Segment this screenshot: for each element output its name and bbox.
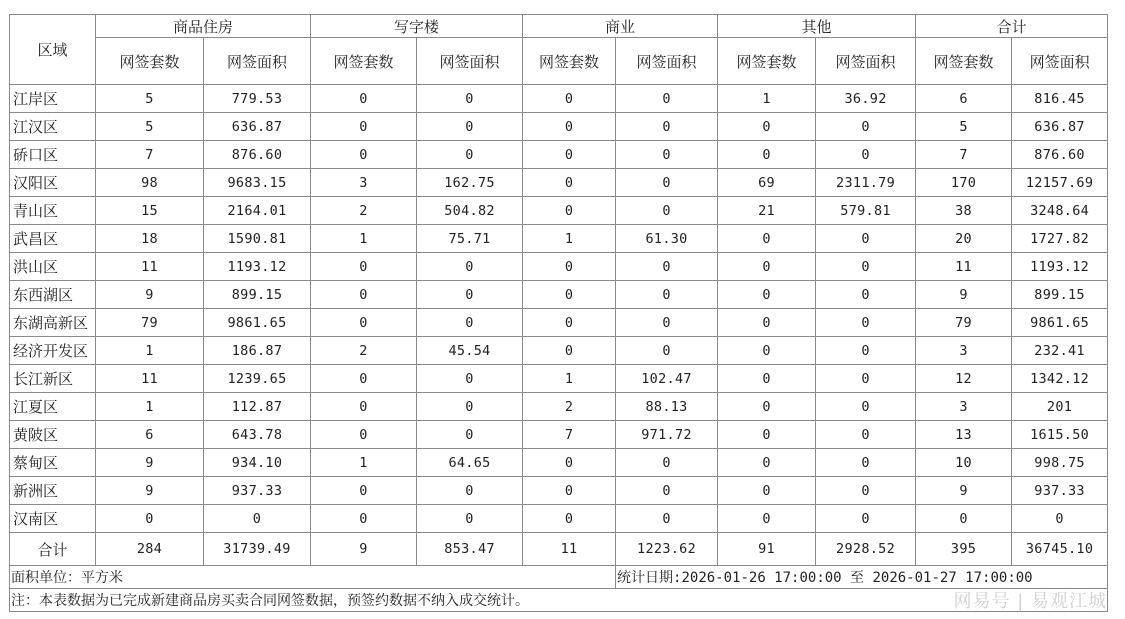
area-cell: 0	[417, 421, 523, 449]
area-cell: 0	[417, 113, 523, 141]
count-cell: 0	[311, 393, 417, 421]
area-cell: 0	[816, 365, 916, 393]
area-cell: 112.87	[204, 393, 311, 421]
area-cell: 0	[616, 141, 718, 169]
area-cell: 1193.12	[1012, 253, 1108, 281]
table-body	[10, 85, 1108, 566]
district-name: 江岸区	[10, 85, 96, 113]
data-scope-note: 注：本表数据为已完成新建商品房买卖合同网签数据，预签约数据不纳入成交统计。	[10, 589, 1108, 612]
area-cell: 1239.65	[204, 365, 311, 393]
count-cell: 0	[311, 281, 417, 309]
count-cell: 9	[96, 477, 204, 505]
area-cell: 0	[616, 505, 718, 533]
count-cell: 9	[311, 533, 417, 566]
area-cell: 102.47	[616, 365, 718, 393]
count-cell: 9	[916, 281, 1012, 309]
area-cell: 1193.12	[204, 253, 311, 281]
count-cell: 0	[311, 421, 417, 449]
area-cell: 0	[616, 309, 718, 337]
group-header-office: 写字楼	[311, 15, 523, 38]
header-row-groups	[10, 15, 1108, 38]
area-cell: 0	[1012, 505, 1108, 533]
sub-header-area: 网签面积	[816, 38, 916, 85]
district-name: 蔡甸区	[10, 449, 96, 477]
count-cell: 5	[96, 85, 204, 113]
area-cell: 504.82	[417, 197, 523, 225]
area-cell: 186.87	[204, 337, 311, 365]
area-cell: 1727.82	[1012, 225, 1108, 253]
count-cell: 2	[311, 337, 417, 365]
area-cell: 876.60	[1012, 141, 1108, 169]
area-unit-note: 面积单位：平方米	[10, 566, 616, 589]
area-cell: 934.10	[204, 449, 311, 477]
count-cell: 0	[523, 141, 616, 169]
district-name: 黄陂区	[10, 421, 96, 449]
footer-row-unit	[10, 566, 1108, 589]
area-cell: 0	[816, 337, 916, 365]
area-cell: 636.87	[1012, 113, 1108, 141]
sub-header-count: 网签套数	[916, 38, 1012, 85]
table-row	[10, 281, 1108, 309]
area-cell: 816.45	[1012, 85, 1108, 113]
area-cell: 579.81	[816, 197, 916, 225]
count-cell: 0	[311, 85, 417, 113]
count-cell: 170	[916, 169, 1012, 197]
count-cell: 0	[523, 309, 616, 337]
count-cell: 3	[916, 393, 1012, 421]
table-row	[10, 337, 1108, 365]
area-cell: 0	[816, 477, 916, 505]
sub-header-area: 网签面积	[417, 38, 523, 85]
statistics-period: 统计日期:2026-01-26 17:00:00 至 2026-01-27 17:00:00	[616, 566, 1108, 589]
count-cell: 1	[523, 225, 616, 253]
area-cell: 0	[616, 281, 718, 309]
count-cell: 9	[96, 281, 204, 309]
area-cell: 853.47	[417, 533, 523, 566]
area-cell: 0	[616, 197, 718, 225]
count-cell: 6	[96, 421, 204, 449]
count-cell: 0	[718, 337, 816, 365]
area-cell: 36.92	[816, 85, 916, 113]
area-cell: 2311.79	[816, 169, 916, 197]
sub-header-area: 网签面积	[204, 38, 311, 85]
count-cell: 7	[523, 421, 616, 449]
count-cell: 0	[718, 281, 816, 309]
area-cell: 0	[616, 113, 718, 141]
district-name: 江汉区	[10, 113, 96, 141]
district-name: 武昌区	[10, 225, 96, 253]
area-cell: 643.78	[204, 421, 311, 449]
table-row	[10, 253, 1108, 281]
area-cell: 0	[417, 477, 523, 505]
count-cell: 0	[718, 253, 816, 281]
table-row	[10, 309, 1108, 337]
count-cell: 11	[916, 253, 1012, 281]
area-cell: 64.65	[417, 449, 523, 477]
count-cell: 0	[311, 253, 417, 281]
count-cell: 1	[96, 337, 204, 365]
sub-header-count: 网签套数	[718, 38, 816, 85]
sub-header-area: 网签面积	[616, 38, 718, 85]
count-cell: 2	[311, 197, 417, 225]
count-cell: 0	[718, 365, 816, 393]
group-header-total: 合计	[916, 15, 1108, 38]
sub-header-count: 网签套数	[523, 38, 616, 85]
area-cell: 9861.65	[1012, 309, 1108, 337]
count-cell: 1	[718, 85, 816, 113]
count-cell: 0	[311, 141, 417, 169]
sub-header-area: 网签面积	[1012, 38, 1108, 85]
table-row	[10, 393, 1108, 421]
area-cell: 937.33	[1012, 477, 1108, 505]
area-cell: 0	[616, 449, 718, 477]
area-cell: 45.54	[417, 337, 523, 365]
district-name: 东西湖区	[10, 281, 96, 309]
sub-header-count: 网签套数	[311, 38, 417, 85]
count-cell: 91	[718, 533, 816, 566]
area-cell: 899.15	[1012, 281, 1108, 309]
area-cell: 0	[616, 337, 718, 365]
area-cell: 2164.01	[204, 197, 311, 225]
count-cell: 0	[523, 337, 616, 365]
count-cell: 13	[916, 421, 1012, 449]
area-cell: 61.30	[616, 225, 718, 253]
count-cell: 0	[311, 505, 417, 533]
count-cell: 9	[916, 477, 1012, 505]
area-cell: 2928.52	[816, 533, 916, 566]
area-cell: 0	[816, 421, 916, 449]
count-cell: 12	[916, 365, 1012, 393]
count-cell: 0	[523, 197, 616, 225]
count-cell: 3	[311, 169, 417, 197]
count-cell: 3	[916, 337, 1012, 365]
count-cell: 0	[718, 113, 816, 141]
table-row	[10, 477, 1108, 505]
area-cell: 1342.12	[1012, 365, 1108, 393]
count-cell: 9	[96, 449, 204, 477]
area-cell: 88.13	[616, 393, 718, 421]
district-name: 江夏区	[10, 393, 96, 421]
area-cell: 0	[616, 85, 718, 113]
count-cell: 0	[916, 505, 1012, 533]
count-cell: 1	[311, 449, 417, 477]
count-cell: 79	[96, 309, 204, 337]
area-cell: 36745.10	[1012, 533, 1108, 566]
area-cell: 201	[1012, 393, 1108, 421]
table-row	[10, 421, 1108, 449]
area-cell: 0	[616, 477, 718, 505]
area-cell: 0	[816, 253, 916, 281]
area-cell: 0	[616, 253, 718, 281]
count-cell: 0	[718, 393, 816, 421]
total-label: 合计	[10, 533, 96, 566]
count-cell: 0	[311, 309, 417, 337]
area-cell: 232.41	[1012, 337, 1108, 365]
count-cell: 11	[96, 253, 204, 281]
area-cell: 0	[816, 113, 916, 141]
count-cell: 1	[96, 393, 204, 421]
area-cell: 0	[816, 141, 916, 169]
table-row	[10, 449, 1108, 477]
area-cell: 0	[417, 253, 523, 281]
count-cell: 21	[718, 197, 816, 225]
district-name: 长江新区	[10, 365, 96, 393]
count-cell: 0	[718, 477, 816, 505]
area-cell: 0	[417, 505, 523, 533]
count-cell: 7	[96, 141, 204, 169]
count-cell: 2	[523, 393, 616, 421]
area-cell: 0	[417, 85, 523, 113]
group-header-commercial: 商业	[523, 15, 718, 38]
footer-row-note	[10, 589, 1108, 612]
area-cell: 0	[816, 309, 916, 337]
source-watermark: 网易号 | 易观江城	[953, 591, 1107, 612]
area-header: 区域	[10, 15, 96, 85]
area-cell: 899.15	[204, 281, 311, 309]
count-cell: 5	[916, 113, 1012, 141]
area-cell: 937.33	[204, 477, 311, 505]
sub-header-count: 网签套数	[96, 38, 204, 85]
area-cell: 9861.65	[204, 309, 311, 337]
district-name: 经济开发区	[10, 337, 96, 365]
area-cell: 0	[816, 505, 916, 533]
area-cell: 0	[417, 309, 523, 337]
count-cell: 1	[523, 365, 616, 393]
area-cell: 31739.49	[204, 533, 311, 566]
count-cell: 0	[718, 141, 816, 169]
area-cell: 162.75	[417, 169, 523, 197]
area-cell: 12157.69	[1012, 169, 1108, 197]
district-name: 东湖高新区	[10, 309, 96, 337]
district-name: 洪山区	[10, 253, 96, 281]
count-cell: 284	[96, 533, 204, 566]
count-cell: 0	[523, 449, 616, 477]
area-cell: 1223.62	[616, 533, 718, 566]
table-row	[10, 225, 1108, 253]
area-cell: 876.60	[204, 141, 311, 169]
area-cell: 75.71	[417, 225, 523, 253]
area-cell: 1590.81	[204, 225, 311, 253]
area-cell: 998.75	[1012, 449, 1108, 477]
area-cell: 0	[816, 449, 916, 477]
count-cell: 0	[718, 225, 816, 253]
count-cell: 0	[311, 113, 417, 141]
area-cell: 0	[816, 225, 916, 253]
group-header-residential: 商品住房	[96, 15, 311, 38]
count-cell: 0	[718, 449, 816, 477]
area-cell: 636.87	[204, 113, 311, 141]
count-cell: 395	[916, 533, 1012, 566]
district-name: 硚口区	[10, 141, 96, 169]
count-cell: 98	[96, 169, 204, 197]
count-cell: 0	[523, 85, 616, 113]
area-cell: 9683.15	[204, 169, 311, 197]
count-cell: 0	[718, 309, 816, 337]
area-cell: 0	[816, 393, 916, 421]
district-name: 汉阳区	[10, 169, 96, 197]
count-cell: 15	[96, 197, 204, 225]
count-cell: 79	[916, 309, 1012, 337]
count-cell: 0	[523, 281, 616, 309]
area-cell: 779.53	[204, 85, 311, 113]
count-cell: 6	[916, 85, 1012, 113]
table-row	[10, 197, 1108, 225]
count-cell: 20	[916, 225, 1012, 253]
area-cell: 0	[417, 281, 523, 309]
table-row	[10, 85, 1108, 113]
count-cell: 11	[523, 533, 616, 566]
housing-stats-table	[9, 14, 1108, 612]
area-cell: 0	[417, 393, 523, 421]
district-name: 汉南区	[10, 505, 96, 533]
area-cell: 0	[616, 169, 718, 197]
count-cell: 11	[96, 365, 204, 393]
count-cell: 0	[523, 477, 616, 505]
district-name: 青山区	[10, 197, 96, 225]
area-cell: 0	[816, 281, 916, 309]
area-cell: 0	[417, 141, 523, 169]
table-row	[10, 365, 1108, 393]
count-cell: 0	[311, 365, 417, 393]
count-cell: 18	[96, 225, 204, 253]
count-cell: 0	[311, 477, 417, 505]
area-cell: 971.72	[616, 421, 718, 449]
table-row	[10, 141, 1108, 169]
count-cell: 0	[523, 505, 616, 533]
count-cell: 10	[916, 449, 1012, 477]
count-cell: 0	[718, 421, 816, 449]
count-cell: 7	[916, 141, 1012, 169]
district-name: 新洲区	[10, 477, 96, 505]
area-cell: 0	[417, 365, 523, 393]
count-cell: 0	[96, 505, 204, 533]
count-cell: 5	[96, 113, 204, 141]
table-row	[10, 113, 1108, 141]
group-header-other: 其他	[718, 15, 916, 38]
area-cell: 1615.50	[1012, 421, 1108, 449]
header-row-metrics	[10, 38, 1108, 85]
count-cell: 69	[718, 169, 816, 197]
count-cell: 0	[718, 505, 816, 533]
table-row	[10, 505, 1108, 533]
table-row	[10, 169, 1108, 197]
area-cell: 0	[204, 505, 311, 533]
total-row	[10, 533, 1108, 566]
area-cell: 3248.64	[1012, 197, 1108, 225]
count-cell: 0	[523, 169, 616, 197]
count-cell: 0	[523, 253, 616, 281]
count-cell: 0	[523, 113, 616, 141]
count-cell: 1	[311, 225, 417, 253]
count-cell: 38	[916, 197, 1012, 225]
